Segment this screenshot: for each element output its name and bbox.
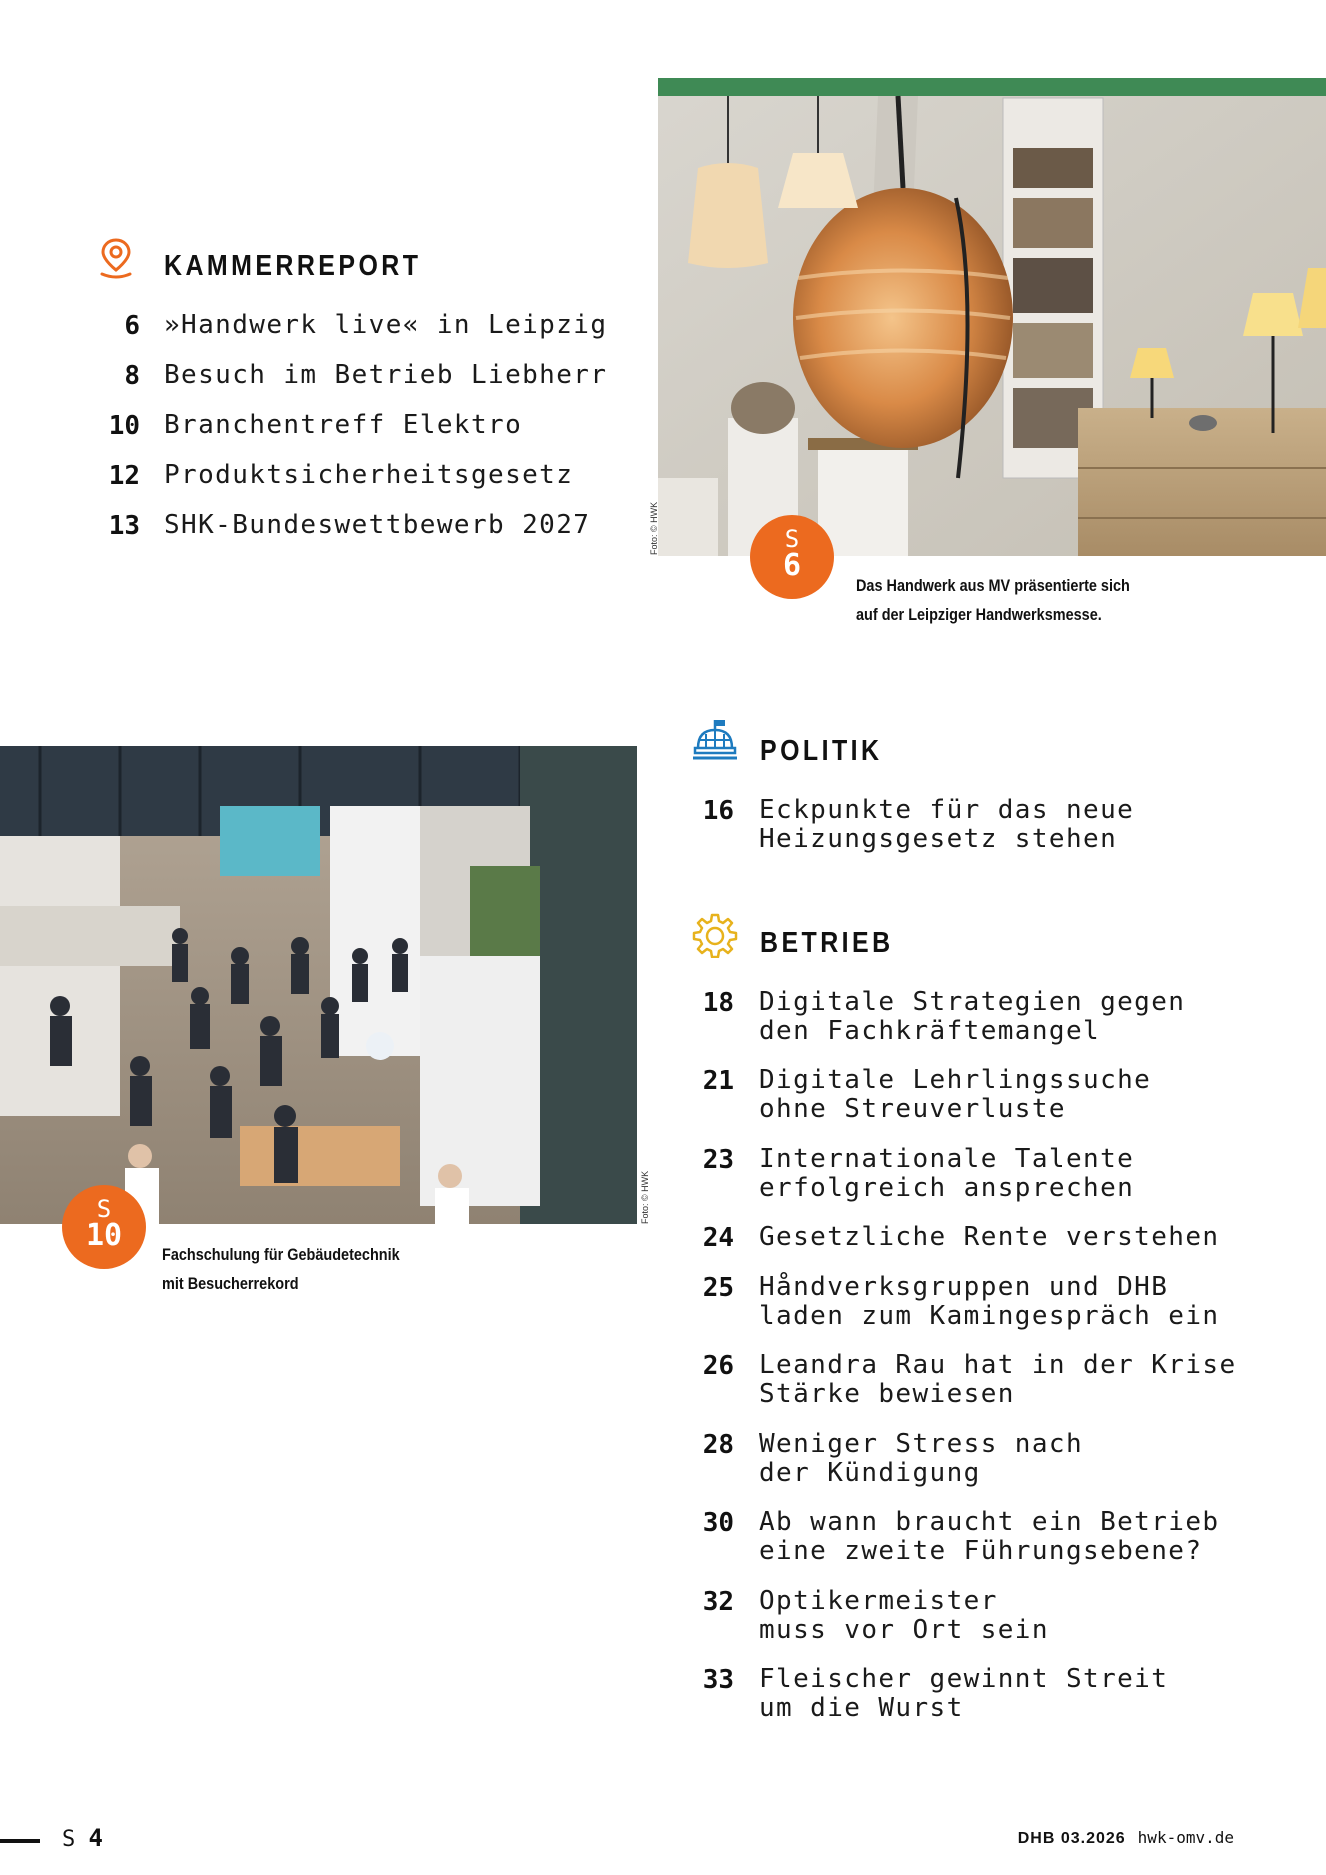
toc-title — [759, 1665, 1168, 1723]
toc-item[interactable] — [690, 1066, 1151, 1124]
badge-prefix: S — [96, 1195, 112, 1223]
toc-title-line: Leandra Rau hat in der Krise — [759, 1350, 1237, 1380]
photo-caption — [856, 571, 1130, 629]
toc-title-line: Internationale Talente — [759, 1144, 1135, 1174]
toc-title-line: Digitale Strategien gegen — [759, 987, 1186, 1017]
toc-title — [759, 1351, 1237, 1409]
dome-building-icon — [692, 718, 738, 764]
toc-title — [759, 1273, 1219, 1331]
toc-item[interactable] — [690, 1273, 1219, 1331]
toc-page-number: 8 — [124, 361, 140, 391]
toc-item[interactable] — [100, 311, 607, 341]
toc-item[interactable] — [690, 1665, 1168, 1723]
toc-page-number: 16 — [702, 796, 734, 826]
website-link[interactable]: hwk-omv.de — [1137, 1828, 1234, 1847]
toc-title-line: Stärke bewiesen — [759, 1379, 1015, 1409]
toc-title: Branchentreff Elektro — [164, 410, 523, 440]
toc-title — [759, 1145, 1134, 1203]
toc-page-number: 10 — [108, 411, 140, 441]
section-title: POLITIK — [760, 735, 883, 767]
badge-prefix: S — [784, 525, 800, 553]
badge-page-number: 10 — [85, 1218, 123, 1253]
toc-title: Produktsicherheitsgesetz — [164, 460, 574, 490]
page-badge[interactable] — [750, 515, 834, 599]
footer-info — [1018, 1828, 1234, 1848]
badge-page-number: 6 — [782, 548, 802, 583]
caption-line: auf der Leipziger Handwerksmesse. — [856, 605, 1102, 624]
caption-line: mit Besucherrekord — [162, 1274, 299, 1293]
toc-title: »Handwerk live« in Leipzig — [164, 310, 608, 340]
section-politik-heading — [760, 735, 902, 768]
photo-credit: Foto: © HWK — [649, 501, 659, 555]
toc-title-line: um die Wurst — [759, 1693, 964, 1723]
toc-page-number: 32 — [702, 1587, 734, 1617]
toc-title-line: Ab wann braucht ein Betrieb — [759, 1507, 1220, 1537]
toc-item[interactable] — [690, 1430, 1083, 1488]
toc-title — [759, 988, 1185, 1046]
toc-item[interactable] — [100, 511, 590, 541]
toc-item[interactable] — [690, 796, 1134, 854]
toc-title-line: eine zweite Führungsebene? — [759, 1536, 1203, 1566]
toc-page-number: 12 — [108, 461, 140, 491]
toc-title: Besuch im Betrieb Liebherr — [164, 360, 608, 390]
toc-item[interactable] — [100, 411, 522, 441]
toc-title — [759, 1430, 1083, 1488]
toc-title-line: den Fachkräftemangel — [759, 1016, 1101, 1046]
toc-item[interactable] — [100, 361, 607, 391]
toc-title-line: Fleischer gewinnt Streit — [759, 1664, 1169, 1694]
toc-title-line: Håndverksgruppen und DHB — [759, 1272, 1169, 1302]
toc-title-line: der Kündigung — [759, 1458, 981, 1488]
caption-line: Fachschulung für Gebäudetechnik — [162, 1245, 400, 1264]
toc-title-line: Digitale Lehrlingssuche — [759, 1065, 1152, 1095]
toc-title — [759, 1587, 1049, 1645]
photo-caption — [162, 1240, 400, 1298]
toc-title-line: muss vor Ort sein — [759, 1615, 1049, 1645]
toc-page-number: 6 — [124, 311, 140, 341]
photo-trade-fair-hall — [0, 746, 637, 1224]
toc-page-number: 26 — [702, 1351, 734, 1381]
toc-title — [759, 796, 1134, 854]
toc-title — [759, 1066, 1151, 1124]
toc-page-number: 33 — [702, 1665, 734, 1695]
page-badge[interactable] — [62, 1185, 146, 1269]
toc-item[interactable] — [690, 1351, 1237, 1409]
toc-page-number: 18 — [702, 988, 734, 1018]
toc-title: SHK-Bundeswettbewerb 2027 — [164, 510, 591, 540]
toc-page-number: 24 — [702, 1223, 734, 1253]
toc-item[interactable] — [690, 988, 1185, 1046]
section-title: KAMMERREPORT — [164, 250, 422, 282]
toc-title-line: erfolgreich ansprechen — [759, 1173, 1135, 1203]
toc-title — [759, 1223, 1219, 1253]
toc-item[interactable] — [100, 461, 573, 491]
toc-title-line: Weniger Stress nach — [759, 1429, 1084, 1459]
toc-title-line: Eckpunkte für das neue — [759, 795, 1135, 825]
toc-title-line: Optikermeister — [759, 1586, 998, 1616]
caption-line: Das Handwerk aus MV präsentierte sich — [856, 576, 1130, 595]
toc-title-line: Heizungsgesetz stehen — [759, 824, 1118, 854]
toc-page-number: 25 — [702, 1273, 734, 1303]
toc-page-number: 30 — [702, 1508, 734, 1538]
gear-icon — [692, 912, 738, 958]
toc-item[interactable] — [690, 1145, 1134, 1203]
location-pin-icon — [94, 236, 138, 280]
toc-item[interactable] — [690, 1587, 1049, 1645]
toc-title — [759, 1508, 1219, 1566]
page-number: 4 — [88, 1824, 103, 1852]
toc-page-number: 23 — [702, 1145, 734, 1175]
issue-label: DHB 03.2026 — [1017, 1830, 1126, 1847]
footer-page-number — [62, 1824, 103, 1852]
page-prefix: S — [62, 1827, 76, 1852]
footer-rule — [0, 1839, 40, 1843]
toc-page-number: 21 — [702, 1066, 734, 1096]
toc-title-line: laden zum Kamingespräch ein — [759, 1301, 1220, 1331]
toc-item[interactable] — [690, 1223, 1219, 1253]
section-kammerreport-heading — [164, 250, 463, 283]
toc-page-number: 28 — [702, 1430, 734, 1460]
toc-title-line: Gesetzliche Rente verstehen — [759, 1222, 1220, 1252]
photo-credit: Foto: © HWK — [640, 1170, 650, 1224]
photo-lamps-exhibition — [658, 78, 1326, 556]
section-title: BETRIEB — [760, 927, 894, 959]
toc-item[interactable] — [690, 1508, 1219, 1566]
section-betrieb-heading — [760, 927, 915, 960]
toc-page-number: 13 — [108, 511, 140, 541]
toc-title-line: ohne Streuverluste — [759, 1094, 1066, 1124]
